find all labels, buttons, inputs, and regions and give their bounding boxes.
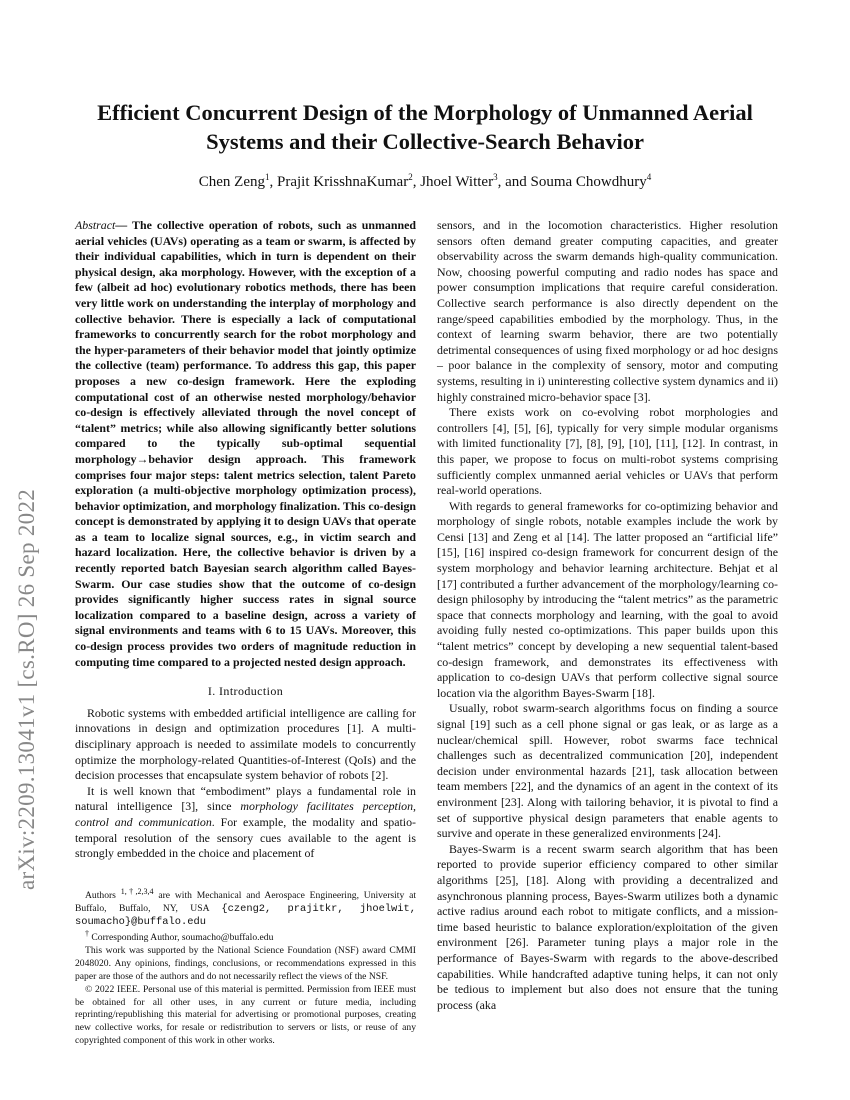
intro-emphasis: morphology facilitates perception, control and communication [75, 799, 416, 829]
left-column [75, 218, 416, 1048]
author-name: Prajit KrisshnaKumar [276, 174, 409, 190]
body-paragraph: With regards to general frameworks for co-optimizing behavior and morphology of single robots, notable examples include the work by Censi [13] and Zeng et al [14]. The latter proposed an “artificial life” [15], [16] inspired co-design framework for concurrent design of the system morphology and behavior learning architecture. Behjat et al [17] contributed a further advancement of the morphology/learning co-design philosophy by introducing the “talent metrics” as the parametric space that connects morphology and learning, with the goal to avoid avoiding fully nested co-optimizations. This paper builds upon this “talent metrics” concept by developing a new sequential talent-based co-design framework, and demonstrates its effectiveness with application to co-design UAVs that perform collective signal source location via the algorithm Bayes-Swarm [18]. [437, 498, 778, 700]
paper-title [60, 98, 790, 156]
abstract [75, 218, 416, 670]
author-sup: 4 [646, 172, 652, 182]
title-line-1: Efficient Concurrent Design of the Morphology of Unmanned Aerial [97, 100, 753, 125]
abstract-label: Abstract [75, 218, 116, 232]
body-paragraph: There exists work on co-evolving robot morphologies and controllers [4], [5], [6], typically for very simple modular organisms with limited functionality [7], [8], [9], [10], [11], [12]. In contrast, in this paper, we propose to focus on multi-robot systems comprising sufficiently complex unmanned aerial vehicles or UAVs that perform real-world operations. [437, 405, 778, 498]
intro-text: . For example, the modality and spatio-temporal resolution of the sensory cues available to the agent is strongly embedded in the choice and placement of [75, 814, 417, 861]
author-sep: , and [497, 174, 531, 190]
author-sup: 3 [493, 172, 498, 182]
footnote-affiliation [75, 886, 416, 929]
body-paragraph: Usually, robot swarm-search algorithms focus on finding a source signal [19] such as a cell phone signal or gas leak, or as large as a nuclear/chemical spill. However, robot swarms face technical challenges such as decentralized communication [20], independent decision under environmental hazards [21], task allocation between team members [22], and the dynamics of an agent in the context of its environment [23]. Along with tailoring behavior, it is pivotal to find a set of supportive physical design parameters that enable agents to survive and operate in these generalized environments [24]. [437, 701, 778, 841]
footnote-emails: {czeng2, prajitkr, jhoelwit, soumacho}@buffalo.edu [75, 902, 417, 928]
author-sep: , [412, 174, 421, 190]
body-paragraph: Bayes-Swarm is a recent swarm search algorithm that has been reported to provide superior efficiency compared to other similar algorithms [25], [18]. Along with providing a decentralized and asynchronous planning process, Bayes-Swarm utilizes both a dynamic active radius around each robot to mitigate conflicts, and a mission-time based heuristic to balance exploration/exploitation of the given environment [26]. Parameter tuning plays a major role in the performance of Bayes-Swarm with regards to the above-described capabilities. While handcrafted adaptive tuning helps, it can not only be tedious to implement but also does not ensure that the tuning process (aka [437, 841, 778, 1012]
footnote-corresponding [75, 928, 416, 945]
footnote-sup: 1,†,2,3,4 [120, 886, 154, 896]
footnote-text: Authors [85, 889, 121, 901]
footnote-copyright: © 2022 IEEE. Personal use of this material is permitted. Permission from IEEE must be obtained for all other uses, in any current or future media, including reprinting/republishing this material for advertising or promotional purposes, creating new collective works, for resale or redistribution to servers or lists, or reuse of any copyrighted component of this work in other works. [75, 983, 416, 1046]
footnote-funding: This work was supported by the National Science Foundation (NSF) award CMMI 2048020. Any opinions, findings, conclusions, or recommendations expressed in this paper are those of the authors and do not necessarily reflect the views of the NSF. [75, 945, 416, 982]
footnote-text: are with Mechanical and Aerospace Engineering, University at Buffalo, Buffalo, NY, USA [75, 889, 416, 914]
author-sup: 2 [408, 172, 413, 182]
author-sep: , [269, 174, 277, 190]
abstract-text: — The collective operation of robots, such as unmanned aerial vehicles (UAVs) operating as a team or swarm, is affected by their individual capabilities, which in turn is dependent on their physical design, aka morphology. However, with the exception of a few (albeit ad hoc) evolutionary robotics methods, there has been very little work on understanding the interplay of morphology and collective behavior. There is especially a lack of computational frameworks to concurrently search for the robot morphology and the hyper-parameters of their behavior model that jointly optimize the collective (team) performance. To address this gap, this paper proposes a new co-design framework. Here the exploding computational cost of an otherwise nested morphology/behavior co-design is effectively alleviated through the novel concept of “talent” metrics; while also allowing significantly better solutions compared to the typically sub-optimal sequential morphology→behavior design approach. This framework comprises four major steps: talent metrics selection, talent Pareto exploration (a multi-objective morphology optimization process), behavior optimization, and morphology finalization. This co-design concept is demonstrated by applying it to design UAVs that operate as a team to localize signal sources, e.g., in victim search and hazard localization. Here, the collective behavior is driven by a recently reported batch Bayesian search algorithm called Bayes-Swarm. Our case studies show that the outcome of co-design provides significantly higher success rates in signal source localization compared to a baseline design, across a variety of signal environments and teams with 6 to 15 UAVs. Moreover, this co-design process provides two orders of magnitude reduction in computing time compared to a projected nested design approach. [75, 218, 416, 669]
intro-paragraph [75, 784, 416, 862]
intro-paragraph: Robotic systems with embedded artificial intelligence are calling for innovations in design and optimization procedures [1]. A multi-disciplinary approach is needed to assimilate models to concurrently optimize the morphology-related Quantities-of-Interest (QoIs) and the decision processes that encapsulate system behavior of robots [2]. [75, 705, 416, 783]
author-name: Souma Chowdhury [530, 174, 647, 190]
right-column [437, 218, 778, 1013]
author-name: Jhoel Witter [420, 174, 494, 190]
title-line-2: Systems and their Collective-Search Behavior [206, 129, 644, 154]
author-name: Chen Zeng [198, 174, 265, 190]
section-heading: I. Introduction [207, 684, 284, 699]
arxiv-identifier: arXiv:2209.13041v1 [cs.RO] 26 Sep 2022 [14, 488, 39, 890]
body-paragraph: sensors, and in the locomotion characteristics. Higher resolution sensors often demand greater computing capacities, and greater observability across the swarm demands high-quality communication. Now, choosing powerful computing and radio nodes has space and power consumption implications that require careful consideration. Collective search performance is also directly dependent on the range/speed capabilities embodied by the morphology. Thus, in the context of learning swarm behavior, there are two potentially detrimental consequences of using fixed morphology or ad hoc designs – poor balance in the complexity of sensory, motor and computing systems, resulting in i) uninteresting collective system dynamics and ii) highly constrained micro-behavior space [3]. [437, 218, 778, 404]
footnotes [75, 886, 416, 1048]
author-sup: 1 [264, 172, 270, 182]
author-list [60, 172, 790, 191]
footnote-text: Corresponding Author, soumacho@buffalo.edu [89, 932, 274, 944]
intro-text: It is well known that “embodiment” plays a fundamental role in natural intelligence [3], since [75, 783, 416, 814]
footnote-dagger: † [85, 929, 89, 939]
